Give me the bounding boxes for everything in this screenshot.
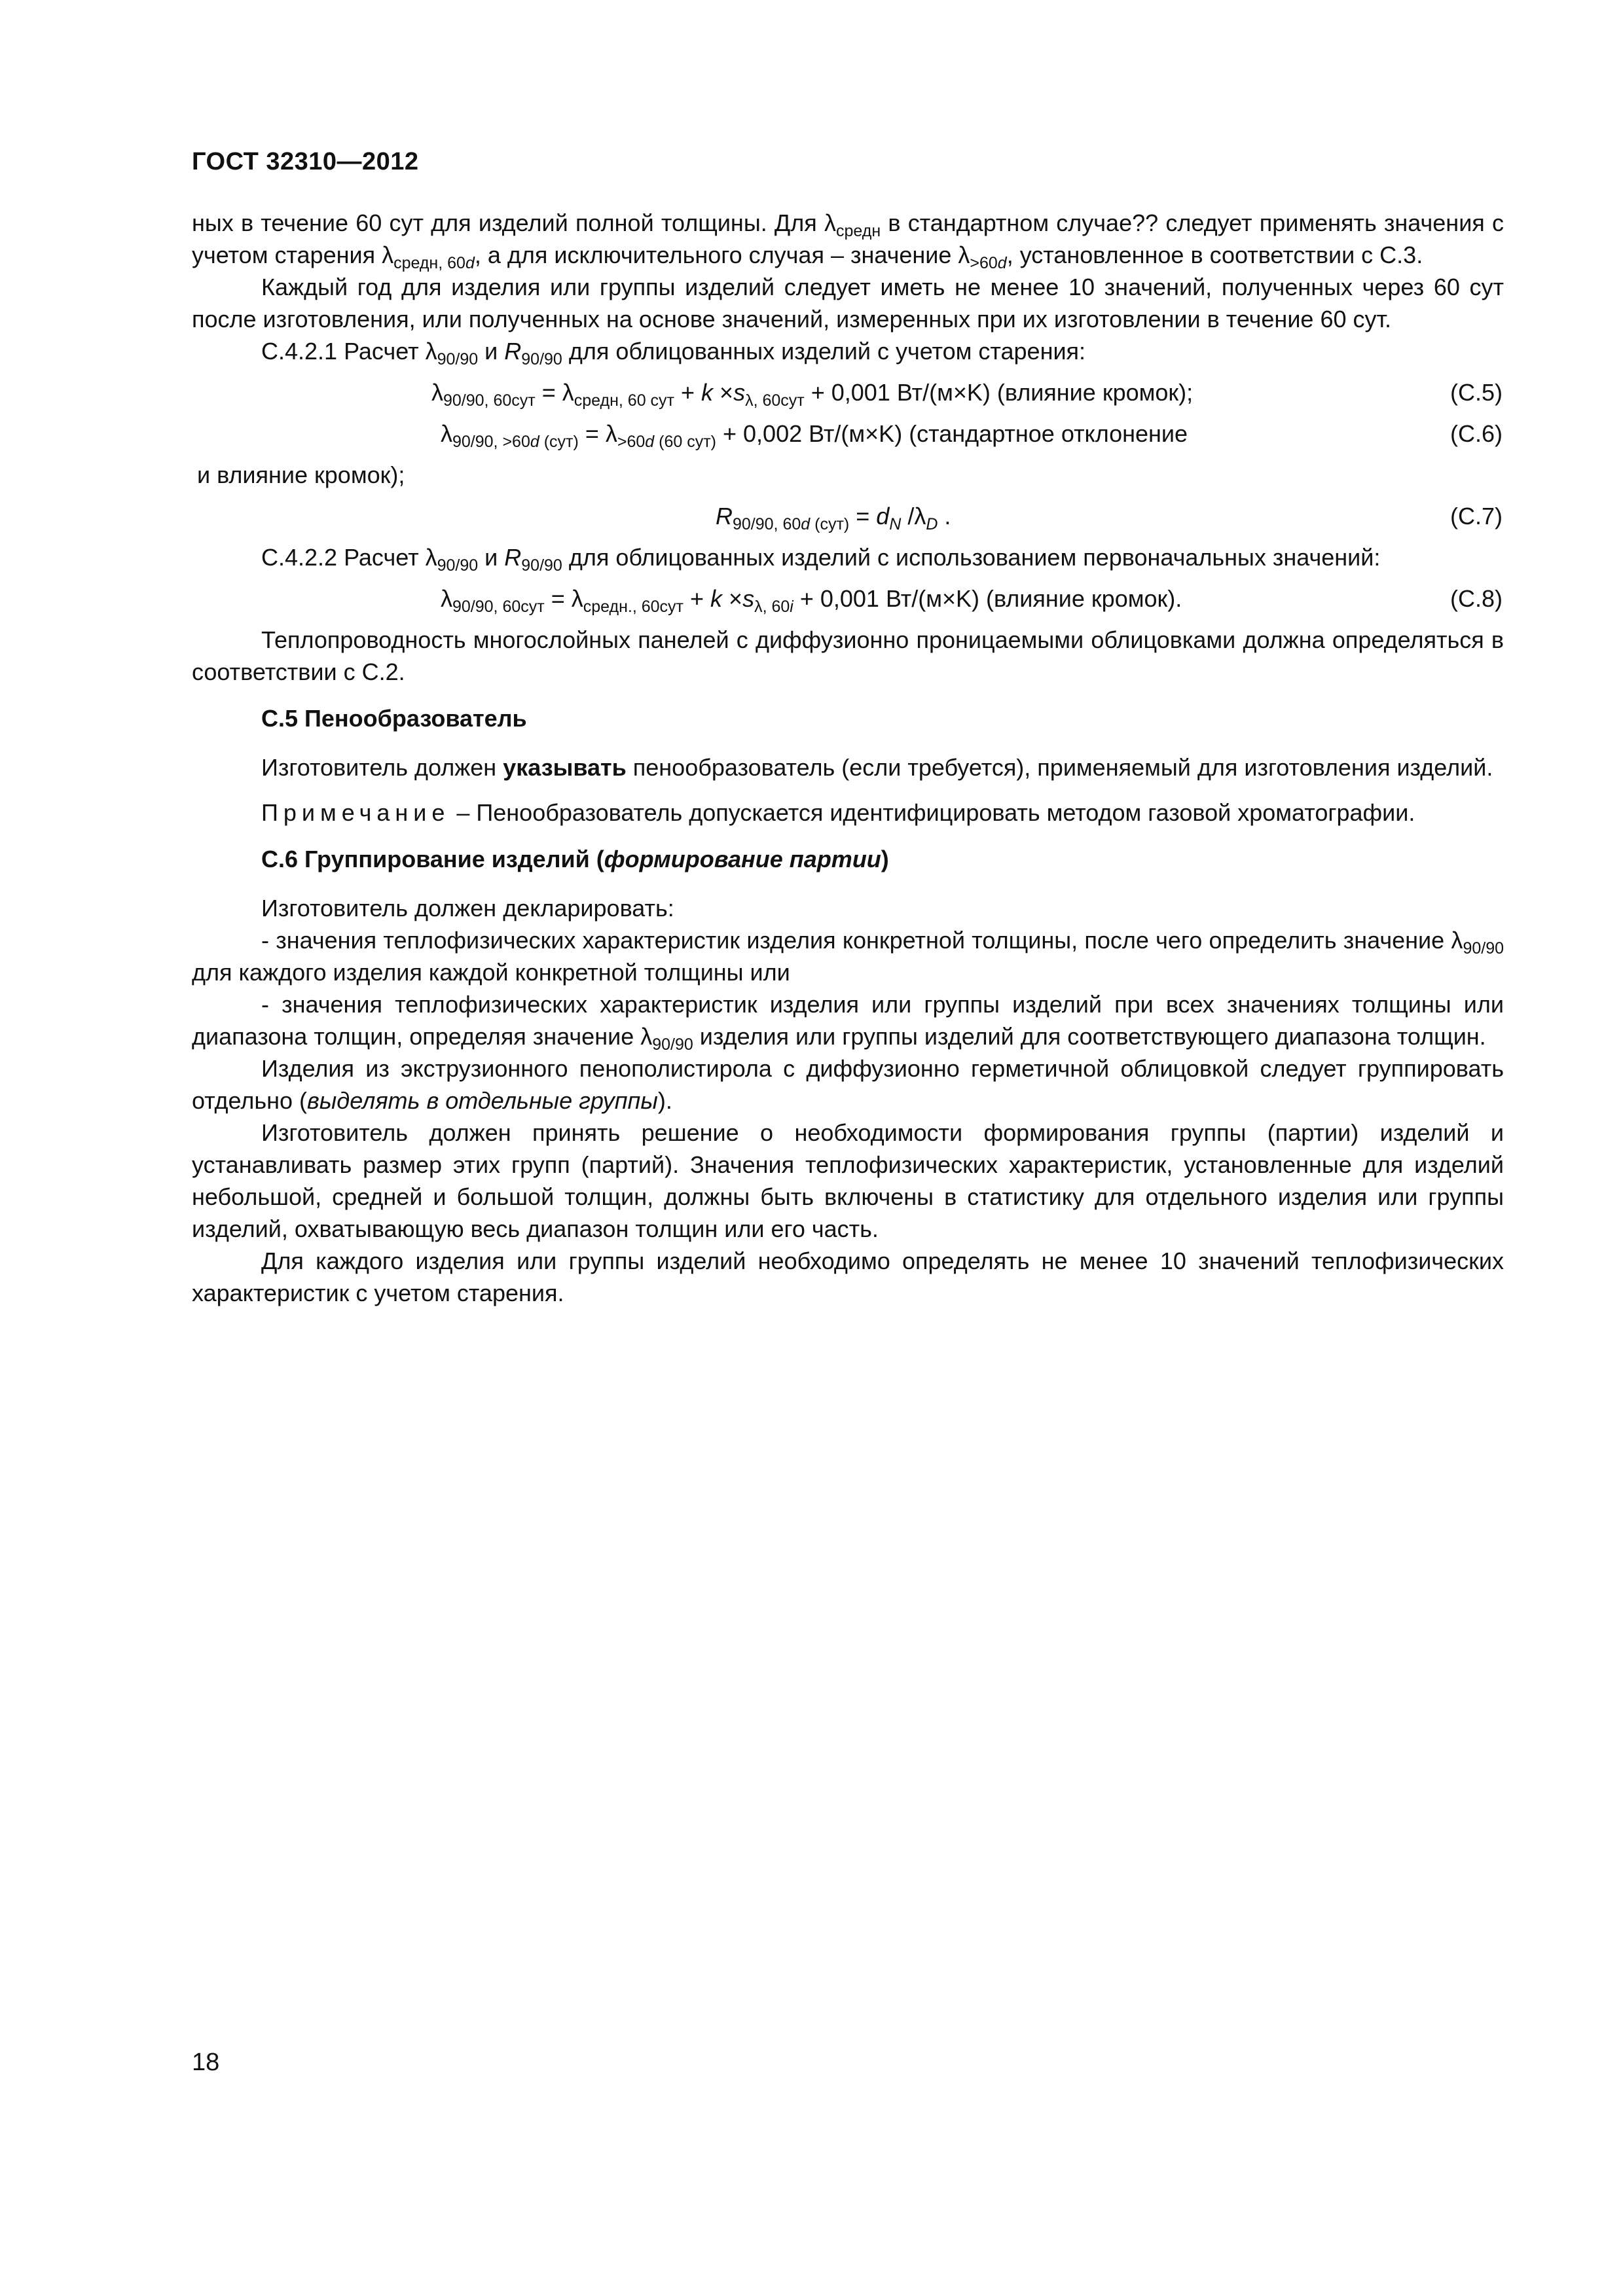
clause-c421: С.4.2.1 Расчет $\lambda_{90/90}$ и $R_{90/90}$ для облицованных изделий с учетом старения: <box>261 338 1086 368</box>
formula-c7-expression: $R_{90/90, 60d (сут)} = d_N$ $/\lambda_D$ . <box>716 503 951 533</box>
formula-c5-expression: $\lambda_{90/90, 60сут} = \lambda_{средн, 60 сут} + k \times s_{\lambda, 60сут} + 0,001$ Вт/(м×K) (влияние кромок); <box>431 379 1194 410</box>
section-c6-paragraph-b: Изготовитель должен принять решение о необходимости формирования группы (партии) изделий и устанавливать размер этих групп (партий). Значения теплофизических характеристик, установленные для изделий небольшой, средней и большой толщин, должны быть включены в статистику для отдельного изделия или группы изделий, охватывающую весь диапазон толщин или его часть. <box>192 1119 1504 1242</box>
formula-c5-number: (С.5) <box>1450 379 1503 406</box>
section-c6-heading: С.6 Группирование изделий (формирование партии) <box>261 846 889 872</box>
paragraph-multilayer-panels: Теплопроводность многослойных панелей с диффузионно проницаемыми облицовками должна определяться в соответствии с С.2. <box>192 626 1504 685</box>
section-c6-paragraph-c: Для каждого изделия или группы изделий необходимо определять не менее 10 значений теплофизических характеристик с учетом старения. <box>192 1247 1504 1306</box>
section-c5-text: Изготовитель должен указывать пенообразователь (если требуется), применяемый для изготовления изделий. <box>261 754 1493 781</box>
formula-c6 <box>192 418 1504 450</box>
paragraph-annual-values: Каждый год для изделия или группы изделий следует иметь не менее 10 значений, полученных через 60 сут после изготовления, или полученных на основе значений, измеренных при их изготовлении в течение 60 сут. <box>192 274 1504 332</box>
formula-c8-number: (С.8) <box>1450 585 1503 612</box>
section-c6-paragraph-a: Изделия из экструзионного пенополистирола с диффузионно герметичной облицовкой следует группировать отдельно (выделять в отдельные группы). <box>192 1055 1504 1114</box>
formula-c8 <box>192 583 1504 615</box>
formula-c8-expression: $\lambda_{90/90, 60сут} = \lambda_{средн., 60сут} + k \times s_{\lambda, 60i} + 0,001$ Вт/(м×K) (влияние кромок). <box>441 585 1182 616</box>
page-number: 18 <box>192 2049 220 2076</box>
formula-c5 <box>192 376 1504 408</box>
section-c6-item-1: - значения теплофизических характеристик изделия конкретной толщины, после чего определить значение $\lambda_{90/90}$ для каждого изделия каждой конкретной толщины или <box>192 927 1504 986</box>
formula-c7-number: (С.7) <box>1450 503 1503 529</box>
section-c5-heading: С.5 Пенообразователь <box>261 705 527 732</box>
document-header: ГОСТ 32310—2012 <box>192 148 419 175</box>
formula-c7 <box>192 500 1504 532</box>
formula-c6-number: (С.6) <box>1450 420 1503 447</box>
note-label: Примечание <box>261 799 450 826</box>
paragraph-continuation: ных в течение 60 сут для изделий полной толщины. Для $\lambda_{средн}$ в стандартном случае?? следует применять значения с учетом старения $\lambda_{средн, 60d}$, а для исключительного случая – значение $\lambda_{>60d}$, установленное в соответствии с С.3. <box>192 209 1504 272</box>
formula-c6-expression: $\lambda_{90/90, >60d (сут)} = \lambda_{>60d (60 сут)} + 0,002$ Вт/(м×K) (стандартное отклонение <box>441 420 1188 451</box>
clause-c422: С.4.2.2 Расчет $\lambda_{90/90}$ и $R_{90/90}$ для облицованных изделий с использованием первоначальных значений: <box>261 544 1381 575</box>
document-body <box>192 207 1504 1309</box>
section-c6-item-2: - значения теплофизических характеристик изделия или группы изделий при всех значениях толщины или диапазона толщин, определяя значение $\lambda_{90/90}$ изделия или группы изделий для соответствующего диапазона толщин. <box>192 991 1504 1054</box>
section-c5-note <box>192 797 1504 829</box>
section-c6-intro: Изготовитель должен декларировать: <box>261 895 674 922</box>
formula-c6-continuation: и влияние кромок); <box>197 461 405 488</box>
note-text: – Пенообразователь допускается идентифицировать методом газовой хроматографии. <box>450 799 1415 826</box>
